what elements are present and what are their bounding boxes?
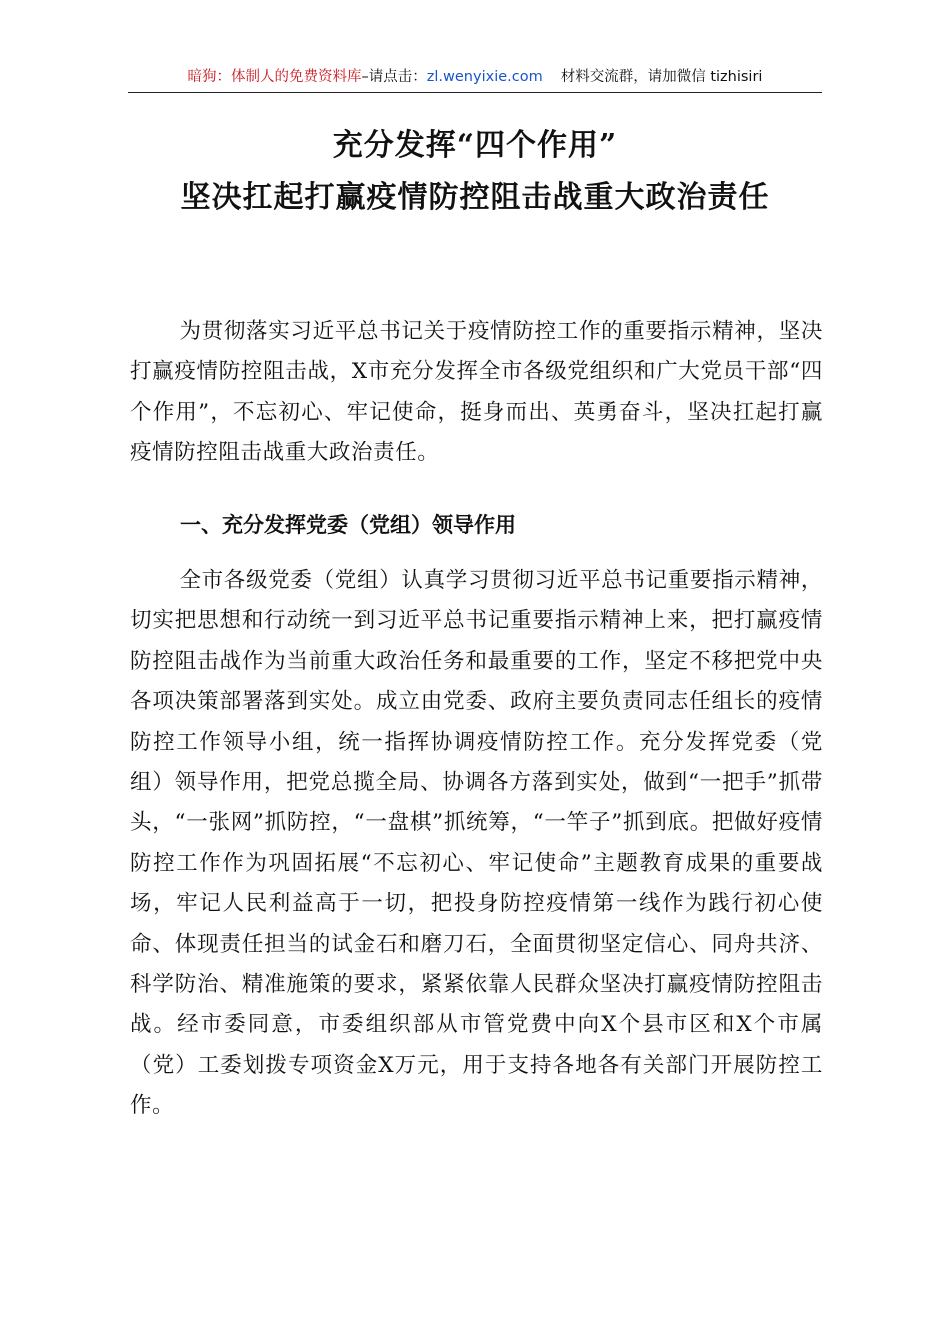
- source-link[interactable]: zl.wenyixie.com: [426, 69, 543, 85]
- group-note: 材料交流群，请加微信 tizhisiri: [560, 69, 763, 85]
- document-title-line-1: 充分发挥“四个作用”: [332, 128, 618, 163]
- source-label: 暗狗：体制人的免费资料库: [187, 69, 362, 85]
- page-header: [128, 66, 822, 93]
- section-1-paragraph: 全市各级党委（党组）认真学习贯彻习近平总书记重要指示精神，切实把思想和行动统一到习近平总书记重要指示精神上来，把打赢疫情防控阻击战作为当前重大政治任务和最重要的工作，坚定不移把党中央各项决策部署落到实处。成立由党委、政府主要负责同志任组长的疫情防控工作领导小组，统一指挥协调疫情防控工作。充分发挥党委（党组）领导作用，把党总揽全局、协调各方落到实处，做到“一把手”抓带头，“一张网”抓防控，“一盘棋”抓统筹，“一竿子”抓到底。把做好疫情防控工作作为巩固拓展“不忘初心、牢记使命”主题教育成果的重要战场，牢记人民利益高于一切，把投身防控疫情第一线作为践行初心使命、体现责任担当的试金石和磨刀石，全面贯彻坚定信心、同舟共济、科学防治、精准施策的要求，紧紧依靠人民群众坚决打赢疫情防控阻击战。经市委同意，市委组织部从市管党费中向X个县市区和X个市属（党）工委划拨专项资金X万元，用于支持各地各有关部门开展防控工作。: [130, 568, 823, 1119]
- section-heading-1: 一、充分发挥党委（党组）领导作用: [180, 513, 516, 537]
- intro-paragraph: 为贯彻落实习近平总书记关于疫情防控工作的重要指示精神，坚决打赢疫情防控阻击战，X市充分发挥全市各级党组织和广大党员干部“四个作用”，不忘初心、牢记使命，挺身而出、英勇奋斗，坚决扛起打赢疫情防控阻击战重大政治责任。: [130, 319, 823, 466]
- click-prompt: –请点击：: [361, 69, 427, 85]
- document-title-line-2: 坚决扛起打赢疫情防控阻击战重大政治责任: [180, 180, 770, 215]
